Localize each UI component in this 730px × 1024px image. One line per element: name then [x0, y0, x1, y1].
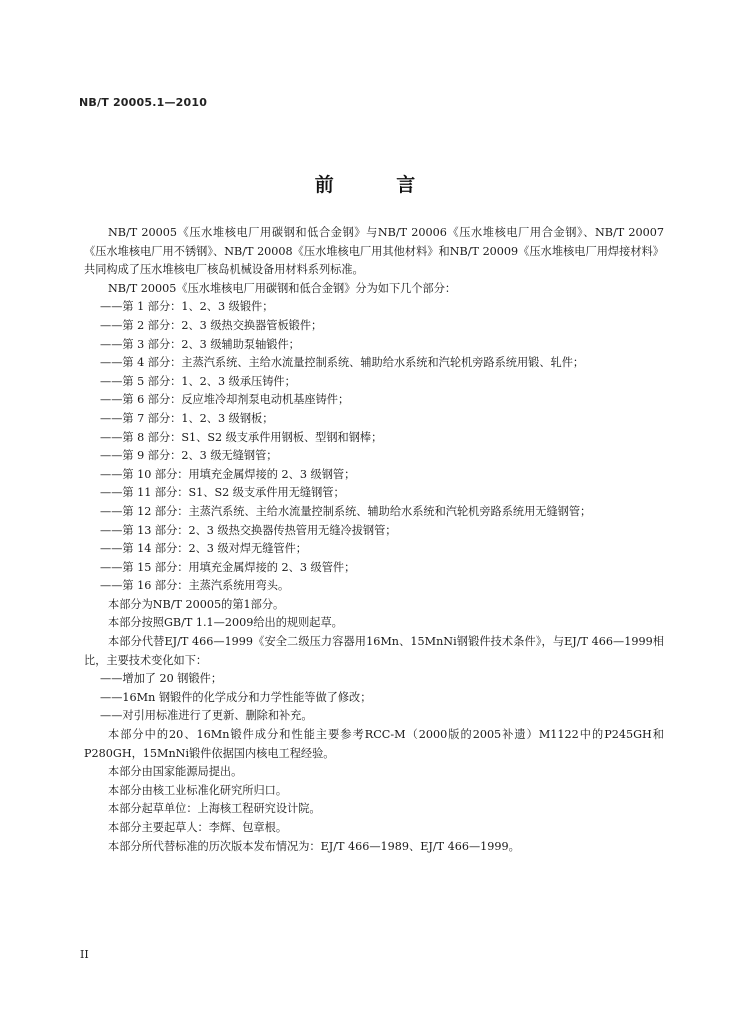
list-item: ——第 1 部分：1、2、3 级锻件；	[100, 300, 274, 314]
page-title: 前 言	[314, 174, 444, 196]
part-statement-paragraph: 本部分为NB/T 20005的第1部分。	[108, 597, 285, 611]
list-item: ——第 9 部分：2、3 级无缝钢管；	[100, 449, 278, 463]
history-paragraph: 本部分所代替标准的历次版本发布情况为：EJ/T 466—1989、EJ/T 466—1999。	[108, 839, 520, 853]
list-item: ——第 5 部分：1、2、3 级承压铸件；	[100, 374, 296, 388]
list-item: ——第 16 部分：主蒸汽系统用弯头。	[100, 579, 290, 593]
list-item: ——对引用标准进行了更新、删除和补充。	[100, 709, 313, 723]
page-number: II	[80, 948, 89, 961]
list-item: ——第 13 部分：2、3 级热交换器传热管用无缝冷拔钢管；	[100, 523, 397, 537]
list-item: ——第 8 部分：S1、S2 级支承件用钢板、型钢和钢棒；	[100, 430, 383, 444]
list-item: ——第 6 部分：反应堆冷却剂泵电动机基座铸件；	[100, 393, 350, 407]
list-item: ——第 14 部分：2、3 级对焊无缝管件；	[100, 542, 307, 556]
intro-paragraph: NB/T 20005《压水堆核电厂用碳钢和低合金钢》与NB/T 20006《压水堆核电厂用合金钢》、NB/T 20007《压水堆核电厂用不锈钢》、NB/T 20008《压水堆核电厂用其他材料》和NB/T 20009《压水堆核电厂用焊接材料》共同构成了压水堆核电厂核岛机械设备用材料系列标准。	[84, 226, 664, 277]
parts-list	[84, 298, 664, 596]
list-item: ——第 2 部分：2、3 级热交换器管板锻件；	[100, 318, 323, 332]
list-item: ——16Mn 钢锻件的化学成分和力学性能等做了修改；	[100, 690, 372, 704]
list-item: ——第 15 部分：用填充金属焊接的 2、3 级管件；	[100, 560, 356, 574]
list-item: ——第 3 部分：2、3 级辅助泵轴锻件；	[100, 337, 300, 351]
standard-code-header: NB/T 20005.1—2010	[79, 96, 208, 109]
list-item: ——增加了 20 钢锻件；	[100, 672, 223, 686]
drafting-unit-paragraph: 本部分起草单位：上海核工程研究设计院。	[108, 802, 321, 816]
list-item: ——第 10 部分：用填充金属焊接的 2、3 级钢管；	[100, 467, 356, 481]
parts-intro-paragraph: NB/T 20005《压水堆核电厂用碳钢和低合金钢》分为如下几个部分：	[108, 281, 457, 295]
drafters-paragraph: 本部分主要起草人：李辉、包章根。	[108, 821, 288, 834]
administrator-paragraph: 本部分由核工业标准化研究所归口。	[108, 783, 288, 797]
list-item: ——第 11 部分：S1、S2 级支承件用无缝钢管；	[100, 486, 345, 500]
reference-paragraph: 本部分中的20、16Mn锻件成分和性能主要参考RCC-M（2000版的2005补遗）M1122中的P245GH和P280GH，15MnNi锻件依据国内核电工程经验。	[84, 728, 664, 760]
drafting-rules-paragraph: 本部分按照GB/T 1.1—2009给出的规则起草。	[108, 616, 343, 630]
changes-list	[84, 670, 664, 726]
list-item: ——第 7 部分：1、2、3 级钢板；	[100, 411, 274, 425]
list-item: ——第 12 部分：主蒸汽系统、主给水流量控制系统、辅助给水系统和汽轮机旁路系统用无缝钢管；	[100, 504, 592, 518]
proposer-paragraph: 本部分由国家能源局提出。	[108, 765, 243, 779]
list-item: ——第 4 部分：主蒸汽系统、主给水流量控制系统、辅助给水系统和汽轮机旁路系统用锻、轧件；	[100, 356, 585, 370]
replacement-paragraph: 本部分代替EJ/T 466—1999《安全二级压力容器用16Mn、15MnNi钢锻件技术条件》，与EJ/T 466—1999相比，主要技术变化如下：	[84, 635, 664, 667]
foreword-body	[84, 224, 664, 856]
